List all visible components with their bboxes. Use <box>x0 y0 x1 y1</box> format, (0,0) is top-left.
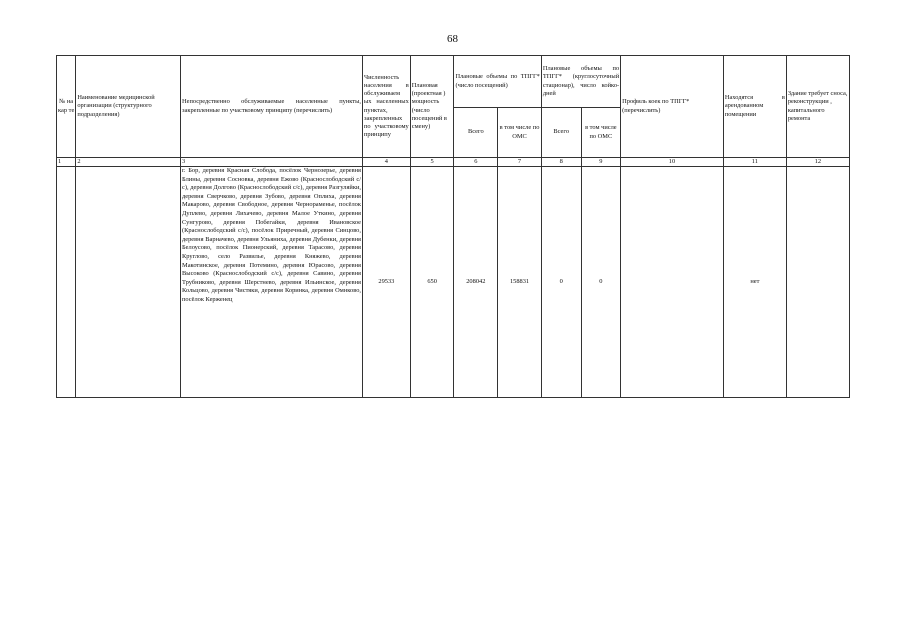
row-rented-premises: нет <box>723 167 786 398</box>
column-number: 1 <box>57 158 76 167</box>
row-settlements-list: г. Бор, деревня Красная Слобода, посёлок Чернозерье, деревня Блины, деревня Сосновка, деревня Ежово (Краснослободский с/с), деревня Долгово (Краснослободский с/с), деревня Разгуляйки, деревня Сверчково, деревня Зубово, деревня Оплиха, деревня Макарово, деревня Свободное, деревня Чернораменье, посёлок Дуплево, деревня Лихачево, деревня Малое Уткино, деревня Сунгурово, деревня Побегайки, деревня Ивановское (Краснослободский с/с), посёлок Приречный, деревня Синцово, деревня Варначево, деревня Ульяниха, деревня Дубенки, деревня Белоусово, посёлок Пионерский, деревня Тарасово, деревня Круглово, село Развилье, деревня Княжево, деревня Макотинское, деревня Потемино, деревня Юрасово, деревня Высоково (Краснослободский с/с), деревня Савино, деревня Трубниково, деревня Шерстнево, деревня Ильинское, деревня Кольцово, деревня Чистяки, деревня Коринка, деревня Омнково, посёлок Керженец <box>181 167 363 398</box>
page-number: 68 <box>447 33 458 45</box>
column-number-row <box>57 158 850 167</box>
column-number: 2 <box>76 158 181 167</box>
row-beddays-total: 0 <box>541 167 581 398</box>
column-number: 3 <box>181 158 363 167</box>
row-capacity: 650 <box>410 167 454 398</box>
row-map-number <box>57 167 76 398</box>
header-beddays-oms: в том числе по ОМС <box>581 108 621 158</box>
header-visits-oms: в том числе по ОМС <box>498 108 542 158</box>
header-map-number: № на кар те <box>57 56 76 158</box>
row-building-demolition <box>786 167 849 398</box>
header-bed-profile: Профиль коек по ТПГГ* (перечислить) <box>621 56 724 158</box>
row-visits-total: 208042 <box>454 167 498 398</box>
header-planned-capacity: Плановая (проектная ) мощность (число посещений в смену) <box>410 56 454 158</box>
column-number: 7 <box>498 158 542 167</box>
row-visits-oms: 158831 <box>498 167 542 398</box>
header-planned-visits: Плановые объемы по ТПГГ* (число посещений) <box>454 56 541 108</box>
header-rented-premises: Находятся в арендованном помещении <box>723 56 786 158</box>
row-population: 29533 <box>362 167 410 398</box>
column-number: 4 <box>362 158 410 167</box>
header-population: Численность населения в обслуживаем ых населенных пунктах, закрепленных по участковому принципу <box>362 56 410 158</box>
header-organization-name: Наименование медицинской организации (структурного подразделения) <box>76 56 181 158</box>
header-served-settlements: Непосредственно обслуживаемые населенные пункты, закрепленные по участковому принципу (перечислить) <box>181 56 363 158</box>
column-number: 10 <box>621 158 724 167</box>
header-building-demolition: Здание требует сноса, реконструкции , капитального ремонта <box>786 56 849 158</box>
header-planned-bed-days: Плановые объемы по ТПГГ* (круглосуточный стационар), число койко-дней <box>541 56 620 108</box>
row-bed-profile <box>621 167 724 398</box>
column-number: 11 <box>723 158 786 167</box>
table-header-row <box>57 56 850 108</box>
table-row <box>57 167 850 398</box>
column-number: 9 <box>581 158 621 167</box>
header-beddays-total: Всего <box>541 108 581 158</box>
row-beddays-oms: 0 <box>581 167 621 398</box>
column-number: 8 <box>541 158 581 167</box>
row-organization-name <box>76 167 181 398</box>
column-number: 6 <box>454 158 498 167</box>
column-number: 12 <box>786 158 849 167</box>
facilities-table <box>56 55 850 398</box>
header-visits-total: Всего <box>454 108 498 158</box>
column-number: 5 <box>410 158 454 167</box>
